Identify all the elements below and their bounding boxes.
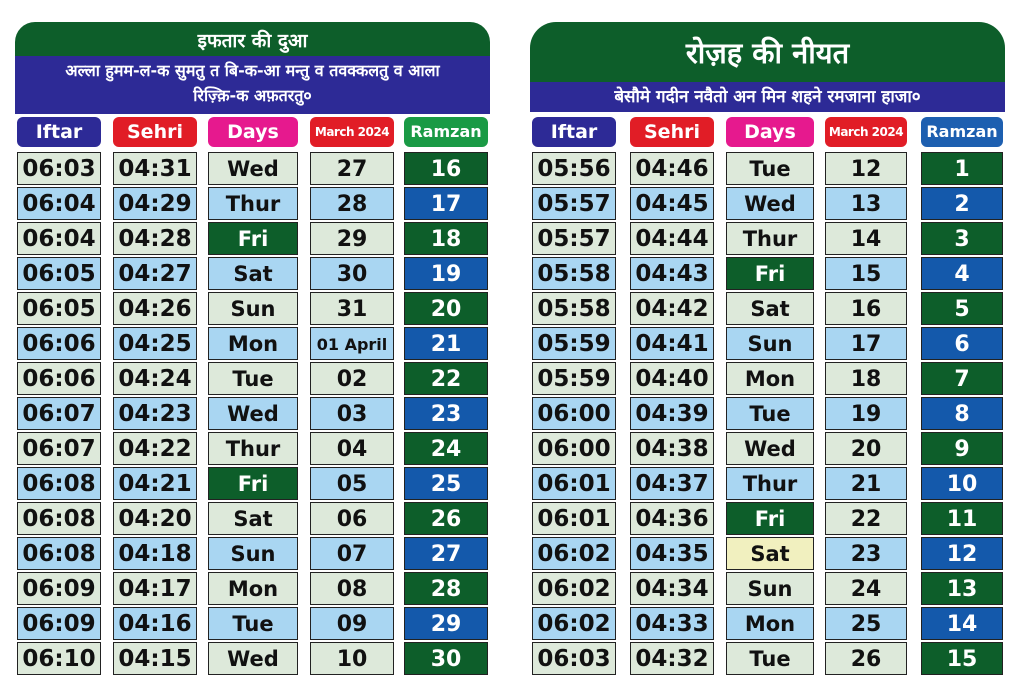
iftar-time-cell: 06:04 [17,187,101,220]
ramzan-day-cell: 4 [921,257,1003,290]
ramzan-day-cell: 12 [921,537,1003,570]
ramzan-day-cell: 28 [404,572,488,605]
iftar-time-cell: 06:02 [532,537,616,570]
header-sehri: Sehri [630,117,714,147]
sehri-time-cell: 04:21 [113,467,197,500]
day-cell: Mon [726,362,814,395]
sehri-time-cell: 04:20 [113,502,197,535]
table-row [530,397,1005,430]
ramzan-day-cell: 23 [404,397,488,430]
table-row [15,397,490,430]
ramzan-day-cell: 21 [404,327,488,360]
iftar-dua-line-1: अल्ला हुमम-ल-क सुमतु त बि-क-आ मन्तु व तवक्कलतु व आला [65,61,440,80]
day-cell: Sat [208,257,298,290]
ramzan-day-cell: 13 [921,572,1003,605]
column-headers [15,117,490,147]
table-row [15,257,490,290]
header-days: Days [726,117,814,147]
iftar-time-cell: 05:58 [532,292,616,325]
day-cell: Thur [208,187,298,220]
table-row [15,222,490,255]
date-cell: 01 April [310,327,394,360]
day-cell: Fri [726,257,814,290]
iftar-dua-text [15,56,490,114]
iftar-time-cell: 06:06 [17,327,101,360]
day-cell: Sun [208,537,298,570]
table-row [530,467,1005,500]
sehri-time-cell: 04:44 [630,222,714,255]
iftar-time-cell: 05:57 [532,187,616,220]
ramzan-day-cell: 11 [921,502,1003,535]
ramzan-day-cell: 15 [921,642,1003,675]
ramzan-day-cell: 20 [404,292,488,325]
sehri-time-cell: 04:27 [113,257,197,290]
date-cell: 29 [310,222,394,255]
ramzan-day-cell: 9 [921,432,1003,465]
ramzan-day-cell: 29 [404,607,488,640]
iftar-time-cell: 06:02 [532,607,616,640]
table-row [15,502,490,535]
table-row [530,502,1005,535]
day-cell: Mon [208,327,298,360]
table-row [530,432,1005,465]
header-ramzan: Ramzan [921,117,1003,147]
date-cell: 13 [825,187,907,220]
iftar-time-cell: 06:05 [17,257,101,290]
iftar-time-cell: 06:01 [532,467,616,500]
ramzan-day-cell: 10 [921,467,1003,500]
date-cell: 27 [310,152,394,185]
sehri-time-cell: 04:34 [630,572,714,605]
sehri-time-cell: 04:23 [113,397,197,430]
ramzan-day-cell: 1 [921,152,1003,185]
iftar-time-cell: 06:07 [17,397,101,430]
day-cell: Fri [208,222,298,255]
table-row [530,257,1005,290]
sehri-time-cell: 04:22 [113,432,197,465]
table-row [530,292,1005,325]
ramzan-day-cell: 19 [404,257,488,290]
table-row [530,607,1005,640]
roza-niyat-line-1: बेसौमे गदीन नवैतो अन मिन शहने रमजाना हाजा० [614,87,921,107]
date-cell: 08 [310,572,394,605]
day-cell: Sun [726,572,814,605]
date-cell: 17 [825,327,907,360]
date-cell: 04 [310,432,394,465]
day-cell: Tue [726,642,814,675]
sehri-time-cell: 04:28 [113,222,197,255]
date-cell: 18 [825,362,907,395]
date-cell: 21 [825,467,907,500]
table-row [15,607,490,640]
iftar-time-cell: 06:00 [532,397,616,430]
sehri-time-cell: 04:36 [630,502,714,535]
header-sehri: Sehri [113,117,197,147]
day-cell: Sat [726,292,814,325]
sehri-time-cell: 04:43 [630,257,714,290]
iftar-dua-title: इफतार की दुआ [15,22,490,56]
table-row [530,222,1005,255]
iftar-time-cell: 05:59 [532,362,616,395]
date-cell: 12 [825,152,907,185]
ramzan-day-cell: 24 [404,432,488,465]
date-cell: 15 [825,257,907,290]
sehri-time-cell: 04:41 [630,327,714,360]
table-row [15,642,490,675]
ramzan-day-cell: 2 [921,187,1003,220]
ramzan-day-cell: 18 [404,222,488,255]
iftar-time-cell: 06:00 [532,432,616,465]
sehri-time-cell: 04:46 [630,152,714,185]
table-row [530,362,1005,395]
sehri-time-cell: 04:15 [113,642,197,675]
table-row [530,327,1005,360]
iftar-time-cell: 06:04 [17,222,101,255]
iftar-time-cell: 06:03 [532,642,616,675]
day-cell: Thur [726,222,814,255]
table-row [530,152,1005,185]
sehri-time-cell: 04:37 [630,467,714,500]
date-cell: 03 [310,397,394,430]
sehri-time-cell: 04:26 [113,292,197,325]
iftar-time-cell: 06:05 [17,292,101,325]
sehri-time-cell: 04:32 [630,642,714,675]
day-cell: Wed [208,642,298,675]
table-row [530,572,1005,605]
date-cell: 23 [825,537,907,570]
iftar-time-cell: 06:10 [17,642,101,675]
day-cell: Wed [726,432,814,465]
header-iftar: Iftar [17,117,101,147]
iftar-time-cell: 06:02 [532,572,616,605]
sehri-time-cell: 04:35 [630,537,714,570]
table-row [15,572,490,605]
table-row [530,537,1005,570]
column-headers [530,117,1005,147]
roza-niyat-text [530,82,1005,112]
date-cell: 16 [825,292,907,325]
iftar-dua-line-2: रिज़्क़ि-क अफ़तरतु० [193,86,312,105]
date-cell: 10 [310,642,394,675]
table-row [15,327,490,360]
day-cell: Thur [726,467,814,500]
ramzan-day-cell: 7 [921,362,1003,395]
ramzan-day-cell: 17 [404,187,488,220]
ramzan-day-cell: 8 [921,397,1003,430]
table-row [530,642,1005,675]
day-cell: Tue [208,362,298,395]
sehri-time-cell: 04:39 [630,397,714,430]
iftar-time-cell: 05:58 [532,257,616,290]
iftar-time-cell: 06:08 [17,502,101,535]
day-cell: Sat [208,502,298,535]
header-ramzan: Ramzan [404,117,488,147]
iftar-time-cell: 05:59 [532,327,616,360]
iftar-time-cell: 05:56 [532,152,616,185]
day-cell: Sun [726,327,814,360]
iftar-time-cell: 06:08 [17,537,101,570]
ramzan-day-cell: 16 [404,152,488,185]
sehri-time-cell: 04:17 [113,572,197,605]
date-cell: 14 [825,222,907,255]
header-days: Days [208,117,298,147]
table-row [15,432,490,465]
sehri-time-cell: 04:16 [113,607,197,640]
iftar-time-cell: 06:07 [17,432,101,465]
date-cell: 19 [825,397,907,430]
day-cell: Wed [726,187,814,220]
day-cell: Mon [208,572,298,605]
sehri-time-cell: 04:24 [113,362,197,395]
day-cell: Tue [726,152,814,185]
ramzan-day-cell: 27 [404,537,488,570]
ramzan-day-cell: 6 [921,327,1003,360]
date-cell: 30 [310,257,394,290]
day-cell: Wed [208,152,298,185]
sehri-time-cell: 04:33 [630,607,714,640]
ramzan-day-cell: 22 [404,362,488,395]
iftar-time-cell: 06:06 [17,362,101,395]
date-cell: 31 [310,292,394,325]
header-month: March 2024 [825,117,907,147]
day-cell: Tue [208,607,298,640]
day-cell: Sun [208,292,298,325]
ramzan-day-cell: 30 [404,642,488,675]
date-cell: 20 [825,432,907,465]
day-cell: Thur [208,432,298,465]
date-cell: 24 [825,572,907,605]
date-cell: 09 [310,607,394,640]
date-cell: 28 [310,187,394,220]
sehri-time-cell: 04:31 [113,152,197,185]
header-iftar: Iftar [532,117,616,147]
iftar-time-cell: 05:57 [532,222,616,255]
date-cell: 25 [825,607,907,640]
day-cell: Mon [726,607,814,640]
iftar-time-cell: 06:09 [17,572,101,605]
ramzan-day-cell: 5 [921,292,1003,325]
day-cell: Sat [726,537,814,570]
sehri-time-cell: 04:29 [113,187,197,220]
table-row [15,187,490,220]
date-cell: 22 [825,502,907,535]
roza-niyat-title: रोज़ह की नीयत [530,22,1005,82]
date-cell: 26 [825,642,907,675]
iftar-time-cell: 06:09 [17,607,101,640]
ramzan-day-cell: 25 [404,467,488,500]
sehri-time-cell: 04:25 [113,327,197,360]
ramzan-day-cell: 26 [404,502,488,535]
iftar-time-cell: 06:08 [17,467,101,500]
date-cell: 06 [310,502,394,535]
date-cell: 02 [310,362,394,395]
iftar-time-cell: 06:01 [532,502,616,535]
date-cell: 07 [310,537,394,570]
date-cell: 05 [310,467,394,500]
table-row [15,152,490,185]
sehri-time-cell: 04:45 [630,187,714,220]
ramzan-day-cell: 14 [921,607,1003,640]
table-row [15,292,490,325]
day-cell: Tue [726,397,814,430]
iftar-time-cell: 06:03 [17,152,101,185]
sehri-time-cell: 04:40 [630,362,714,395]
day-cell: Fri [726,502,814,535]
sehri-time-cell: 04:18 [113,537,197,570]
table-row [530,187,1005,220]
header-month: March 2024 [310,117,394,147]
day-cell: Fri [208,467,298,500]
ramzan-day-cell: 3 [921,222,1003,255]
sehri-time-cell: 04:38 [630,432,714,465]
table-row [15,537,490,570]
sehri-time-cell: 04:42 [630,292,714,325]
table-row [15,467,490,500]
table-row [15,362,490,395]
day-cell: Wed [208,397,298,430]
